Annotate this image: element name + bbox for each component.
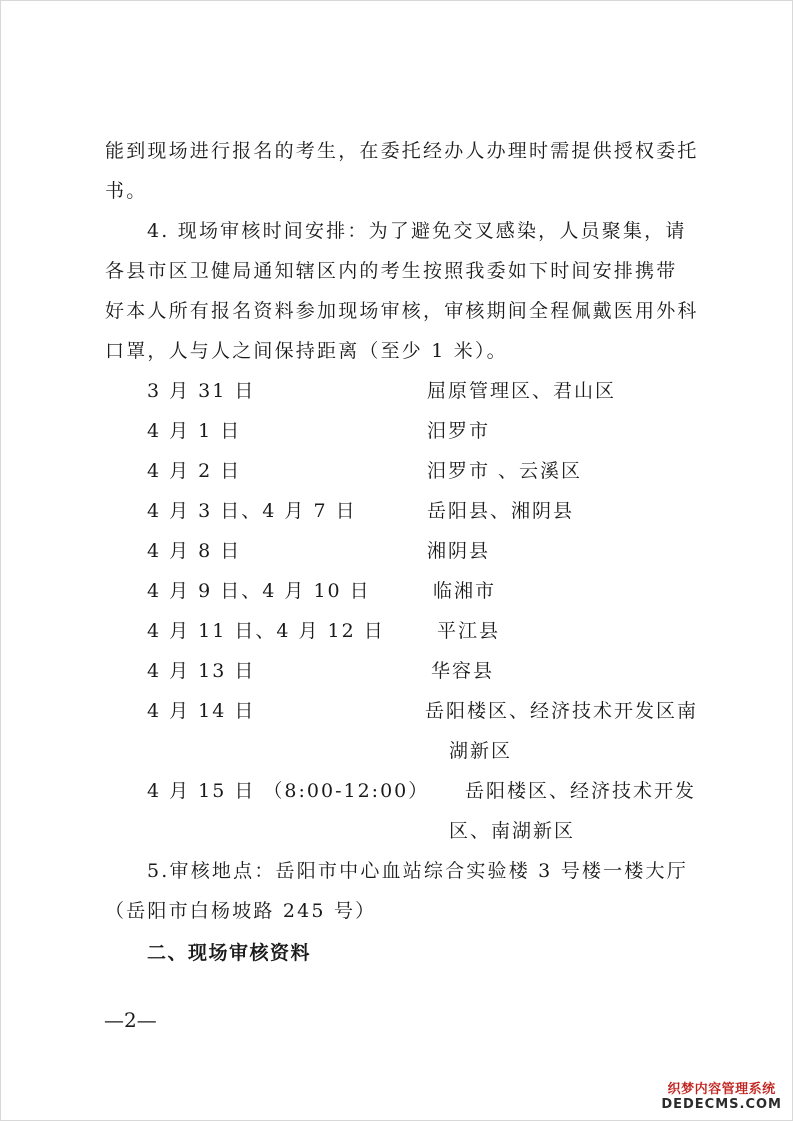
para2-line1: 4. 现场审核时间安排：为了避免交叉感染，人员聚集，请 [147, 220, 687, 242]
para1-line1: 能到现场进行报名的考生，在委托经办人办理时需提供授权委托 [105, 140, 699, 162]
schedule-date: 4 月 2 日 [147, 460, 242, 482]
watermark-line1: 织梦内容管理系统 [667, 1082, 776, 1097]
schedule-place: 屈原管理区、君山区 [427, 380, 617, 402]
schedule-place: 平江县 [437, 620, 501, 642]
schedule-place-continued: 区、南湖新区 [449, 820, 576, 842]
schedule-date: 4 月 1 日 [147, 420, 242, 442]
schedule-place: 临湘市 [433, 580, 497, 602]
para2-line2: 各县市区卫健局通知辖区内的考生按照我委如下时间安排携带 [105, 260, 678, 282]
schedule-place: 汨罗市 [427, 420, 491, 442]
location-line1: 5.审核地点：岳阳市中心血站综合实验楼 3 号楼一楼大厅 [147, 860, 688, 882]
para1-line2: 书。 [105, 180, 148, 202]
page-number: —2— [104, 1008, 157, 1032]
schedule-date: 3 月 31 日 [147, 380, 256, 402]
location-line2: （岳阳市白杨坡路 245 号） [105, 900, 377, 922]
schedule-place: 华容县 [431, 660, 495, 682]
schedule-place: 岳阳楼区、经济技术开发区南 [425, 700, 699, 722]
schedule-place: 汨罗市 、云溪区 [427, 460, 583, 482]
schedule-date: 4 月 15 日 （8:00-12:00） [147, 780, 430, 802]
para2-line3: 好本人所有报名资料参加现场审核，审核期间全程佩戴医用外科 [105, 300, 699, 322]
schedule-place: 岳阳县、湘阴县 [427, 500, 575, 522]
section-heading: 二、现场审核资料 [147, 942, 312, 964]
schedule-date: 4 月 9 日、4 月 10 日 [147, 580, 371, 602]
schedule-date: 4 月 11 日、4 月 12 日 [147, 620, 385, 642]
schedule-date: 4 月 13 日 [147, 660, 256, 682]
schedule-place: 岳阳楼区、经济技术开发 [465, 780, 697, 802]
watermark-logo [661, 1078, 782, 1112]
schedule-date: 4 月 3 日、4 月 7 日 [147, 500, 357, 522]
schedule-date: 4 月 14 日 [147, 700, 256, 722]
para2-line4: 口罩，人与人之间保持距离（至少 1 米）。 [105, 340, 508, 362]
schedule-place-continued: 湖新区 [449, 740, 513, 762]
schedule-date: 4 月 8 日 [147, 540, 242, 562]
schedule-place: 湘阴县 [427, 540, 491, 562]
watermark-line2: DEDECMS.COM [661, 1097, 782, 1112]
